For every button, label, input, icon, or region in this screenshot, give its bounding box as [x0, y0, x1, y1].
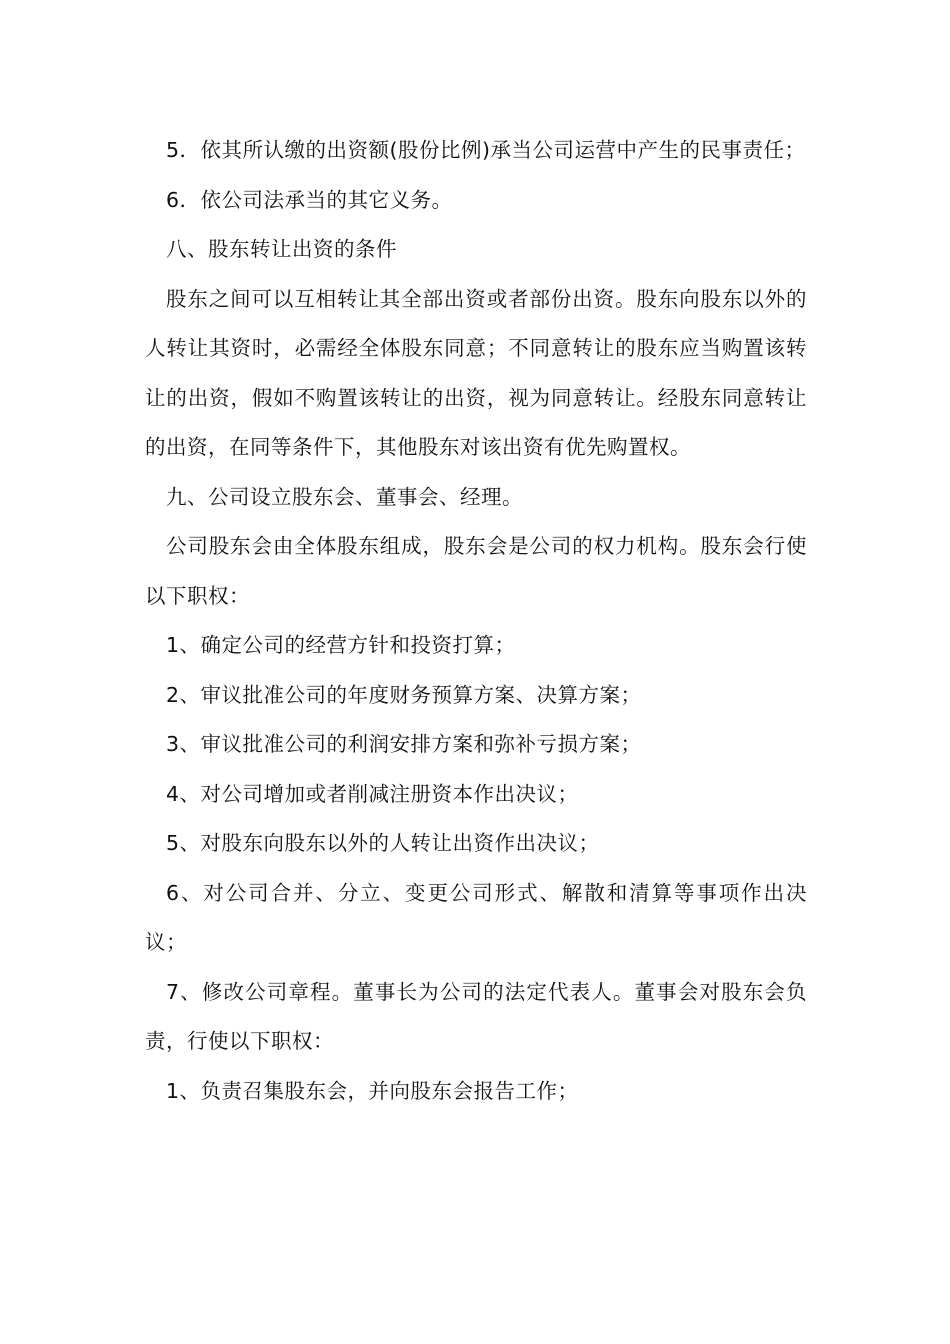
list-item-power-7: 7、修改公司章程。董事长为公司的法定代表人。董事会对股东会负责，行使以下职权： [145, 979, 807, 1053]
list-item-power-4: 4、对公司增加或者削减注册资本作出决议； [166, 781, 579, 806]
section-heading-8: 八、股东转让出资的条件 [166, 237, 397, 261]
list-item-power-3: 3、审议批准公司的利润安排方案和弥补亏损方案； [166, 732, 642, 756]
section-heading-9: 九、公司设立股东会、董事会、经理。 [166, 484, 523, 509]
paragraph-transfer-conditions: 股东之间可以互相转让其全部出资或者部份出资。股东向股东以外的人转让其资时，必需经全体股东同意；不同意转让的股东应当购置该转让的出资，假如不购置该转让的出资，视为同意转让。经股东同意转让的出资，在同等条件下，其他股东对该出资有优先购置权。 [145, 286, 807, 459]
paragraph-obligation-5: 5．依其所认缴的出资额(股份比例)承当公司运营中产生的民事责任； [166, 138, 806, 162]
document-body [145, 126, 807, 1116]
paragraph-shareholders-meeting: 公司股东会由全体股东组成，股东会是公司的权力机构。股东会行使以下职权： [145, 534, 807, 608]
list-item-power-2: 2、审议批准公司的年度财务预算方案、决算方案； [166, 682, 642, 707]
paragraph-obligation-6: 6．依公司法承当的其它义务。 [166, 187, 453, 212]
list-item-power-1: 1、确定公司的经营方针和投资打算； [166, 633, 516, 657]
list-item-board-power-1: 1、负责召集股东会，并向股东会报告工作； [166, 1078, 579, 1103]
list-item-power-5: 5、对股东向股东以外的人转让出资作出决议； [166, 831, 600, 855]
list-item-power-6: 6、对公司合并、分立、变更公司形式、解散和清算等事项作出决议； [145, 880, 807, 954]
